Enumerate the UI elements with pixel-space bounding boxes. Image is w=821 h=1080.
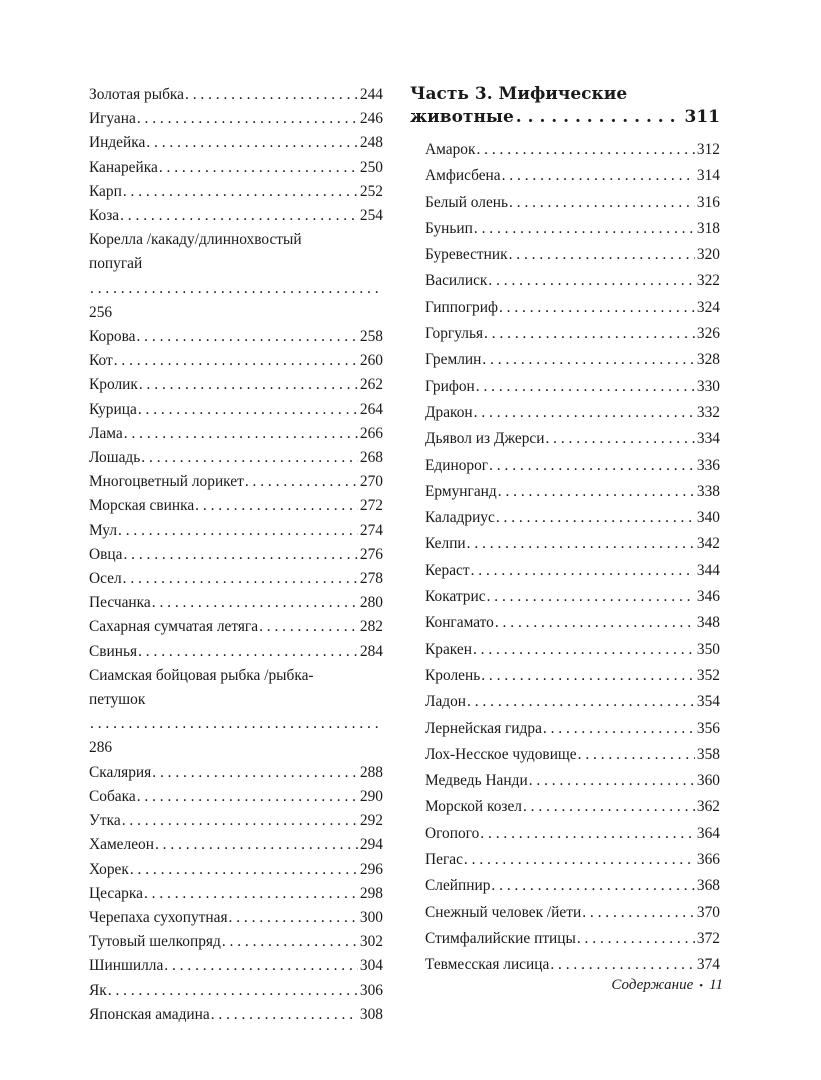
toc-entry-page: 324 xyxy=(696,298,720,316)
leader-dots xyxy=(509,242,695,268)
toc-entry-title: Карп xyxy=(89,182,122,200)
toc-entry-page: 344 xyxy=(696,561,720,579)
toc-entry xyxy=(89,567,383,591)
leader-dots xyxy=(474,216,695,242)
toc-entry-page: 320 xyxy=(696,246,720,264)
toc-entry xyxy=(89,761,383,785)
leader-dots xyxy=(118,519,358,543)
toc-entry-page: 348 xyxy=(696,614,720,632)
toc-entry-title: Кролик xyxy=(89,376,138,394)
toc-entry-page: 292 xyxy=(359,812,383,830)
toc-entry-page: 342 xyxy=(696,535,720,553)
toc-entry-title: Лошадь xyxy=(89,449,141,467)
toc-entry xyxy=(410,242,720,268)
toc-entry-page: 272 xyxy=(359,497,383,515)
toc-entry xyxy=(89,664,383,761)
toc-entry xyxy=(89,882,383,906)
toc-entry-title: Морская свинка xyxy=(89,497,195,515)
toc-entry xyxy=(89,204,383,228)
toc-entry-page: 266 xyxy=(359,424,383,442)
toc-right-entries xyxy=(410,137,720,979)
toc-entry-title: Гиппогриф xyxy=(425,298,498,316)
leader-dots xyxy=(495,610,695,636)
section-heading xyxy=(410,83,720,129)
toc-entry-title: Горгулья xyxy=(425,325,484,343)
toc-entry xyxy=(89,615,383,639)
toc-entry xyxy=(410,584,720,610)
toc-entry-title: Лернейская гидра xyxy=(425,719,542,737)
toc-entry xyxy=(89,446,383,470)
toc-entry-title: Утка xyxy=(89,812,121,830)
leader-dots xyxy=(108,979,358,1003)
leader-dots xyxy=(471,558,695,584)
toc-entry-title: Лама xyxy=(89,424,123,442)
toc-entry-page: 312 xyxy=(696,141,720,158)
leader-dots xyxy=(545,426,694,452)
toc-entry-title: Цесарка xyxy=(89,884,143,902)
toc-entry-title: Единорог xyxy=(425,456,489,474)
toc-entry xyxy=(410,216,720,242)
leader-dots xyxy=(499,295,695,321)
toc-entry-title: Песчанка xyxy=(89,594,151,612)
leader-dots xyxy=(229,906,358,930)
toc-entry-page: 262 xyxy=(359,376,383,394)
leader-dots xyxy=(90,712,381,736)
toc-entry xyxy=(410,821,720,847)
toc-entry-title: Огопого xyxy=(425,824,480,842)
leader-dots xyxy=(578,742,695,768)
toc-entry-page: 250 xyxy=(359,158,383,176)
leader-dots xyxy=(137,107,358,131)
toc-entry-title: Шиншилла xyxy=(89,957,164,975)
toc-entry xyxy=(410,794,720,820)
toc-entry xyxy=(410,873,720,899)
leader-dots xyxy=(123,180,358,204)
toc-entry-title: Многоцветный лорикет xyxy=(89,473,244,491)
toc-entry-title: Буньип xyxy=(425,219,473,237)
leader-dots xyxy=(159,156,358,180)
leader-dots xyxy=(502,163,695,189)
toc-entry xyxy=(89,373,383,397)
leader-dots xyxy=(185,83,358,107)
toc-entry xyxy=(89,591,383,615)
toc-entry-title-continued: петушок xyxy=(89,691,146,709)
toc-entry-title: Канарейка xyxy=(89,158,158,176)
toc-entry-page: 372 xyxy=(696,929,720,947)
toc-entry xyxy=(89,156,383,180)
leader-dots xyxy=(123,567,358,591)
leader-dots xyxy=(144,882,358,906)
toc-entry-page: 252 xyxy=(359,182,383,200)
leader-dots xyxy=(155,833,358,857)
toc-entry xyxy=(89,494,383,518)
toc-entry-page: 308 xyxy=(359,1005,383,1023)
toc-entry xyxy=(89,543,383,567)
toc-entry-page: 374 xyxy=(696,956,720,974)
toc-entry xyxy=(89,107,383,131)
leader-dots xyxy=(509,190,695,216)
toc-entry-title: Пегас xyxy=(425,851,463,869)
toc-entry-page: 362 xyxy=(696,798,720,816)
toc-entry xyxy=(410,479,720,505)
leader-dots xyxy=(484,321,695,347)
toc-entry xyxy=(89,833,383,857)
leader-dots xyxy=(467,531,695,557)
leader-dots xyxy=(245,470,358,494)
toc-entry xyxy=(410,637,720,663)
toc-entry-title: Як xyxy=(89,981,107,999)
toc-entry xyxy=(410,952,720,978)
toc-entry-page: 264 xyxy=(359,400,383,418)
toc-entry-page: 328 xyxy=(696,351,720,369)
toc-entry-title: Игуана xyxy=(89,110,136,128)
toc-entry xyxy=(410,558,720,584)
leader-dots xyxy=(550,952,695,978)
toc-entry xyxy=(89,180,383,204)
toc-entry-title: Снежный человек /йети xyxy=(425,903,582,921)
section-title-line2: животные xyxy=(410,107,514,127)
toc-entry-title: Корова xyxy=(89,328,136,346)
leader-dots xyxy=(130,858,358,882)
toc-entry xyxy=(410,426,720,452)
toc-entry xyxy=(89,325,383,349)
leader-dots xyxy=(476,137,694,163)
toc-entry-title: Свинья xyxy=(89,642,138,660)
toc-entry-title: Дракон xyxy=(425,403,473,421)
toc-entry xyxy=(410,347,720,373)
toc-entry-page: 304 xyxy=(359,957,383,975)
toc-entry-page: 246 xyxy=(359,110,383,128)
toc-entry xyxy=(89,979,383,1003)
toc-entry xyxy=(410,926,720,952)
toc-entry-title: Гремлин xyxy=(425,351,482,369)
toc-entry-page: 276 xyxy=(359,545,383,563)
leader-dots xyxy=(211,1003,358,1027)
toc-entry-page: 336 xyxy=(696,456,720,474)
toc-entry-title: Японская амадина xyxy=(89,1005,210,1023)
toc-entry-title: Хамелеон xyxy=(89,836,154,854)
leader-dots xyxy=(123,543,357,567)
leader-dots xyxy=(482,347,695,373)
toc-entry-title: Лох-Несское чудовище xyxy=(425,745,577,763)
toc-entry-page: 360 xyxy=(696,772,720,790)
leader-dots xyxy=(523,794,695,820)
leader-dots xyxy=(577,926,695,952)
toc-entry-title: Ермунганд xyxy=(425,482,497,500)
leader-dots xyxy=(120,204,358,228)
leader-dots xyxy=(114,349,358,373)
toc-entry xyxy=(89,1003,383,1027)
toc-entry-title: Кракен xyxy=(425,640,472,658)
leader-dots xyxy=(138,640,358,664)
toc-entry-title: Овца xyxy=(89,545,123,563)
leader-dots xyxy=(582,900,695,926)
toc-entry-title: Белый олень xyxy=(425,193,509,211)
toc-entry-title: Грифон xyxy=(425,377,475,395)
toc-entry-page: 290 xyxy=(359,787,383,805)
toc-entry-page: 370 xyxy=(696,903,720,921)
toc-entry-page: 284 xyxy=(359,642,383,660)
toc-entry-title: Амфисбена xyxy=(425,167,501,185)
leader-dots xyxy=(136,325,357,349)
leader-dots xyxy=(464,847,695,873)
toc-entry-title: Каладриус xyxy=(425,509,495,527)
toc-entry-page: 260 xyxy=(359,352,383,370)
toc-entry xyxy=(89,785,383,809)
toc-entry-title-continued: попугай xyxy=(89,255,143,273)
toc-entry-page: 282 xyxy=(359,618,383,636)
toc-entry xyxy=(410,531,720,557)
leader-dots xyxy=(122,809,358,833)
toc-entry xyxy=(410,137,720,163)
leader-dots xyxy=(139,373,358,397)
leader-dots xyxy=(146,131,358,155)
toc-entry-page: 366 xyxy=(696,851,720,869)
toc-entry-title: Индейка xyxy=(89,134,146,152)
toc-entry xyxy=(89,349,383,373)
toc-entry-page: 278 xyxy=(359,570,383,588)
toc-entry xyxy=(410,190,720,216)
toc-entry-page: 330 xyxy=(696,377,720,395)
toc-entry-page: 352 xyxy=(696,666,720,684)
toc-entry-page: 318 xyxy=(696,219,720,237)
toc-entry-title: Черепаха сухопутная xyxy=(89,908,228,926)
toc-entry-title: Ладон xyxy=(425,693,467,711)
toc-entry xyxy=(89,906,383,930)
toc-entry-page: 350 xyxy=(696,640,720,658)
leader-dots xyxy=(489,453,695,479)
toc-entry xyxy=(410,321,720,347)
toc-entry-title: Осел xyxy=(89,570,122,588)
toc-entry-title: Кокатрис xyxy=(425,588,486,606)
toc-entry-page: 274 xyxy=(359,521,383,539)
toc-entry-page: 358 xyxy=(696,745,720,763)
toc-entry xyxy=(410,453,720,479)
toc-entry xyxy=(89,131,383,155)
leader-dots xyxy=(481,663,695,689)
toc-entry-title: Слейпнир xyxy=(425,877,491,895)
toc-entry-title: Курица xyxy=(89,400,137,418)
toc-entry-page: 334 xyxy=(696,430,720,448)
toc-entry-title: Кот xyxy=(89,352,113,370)
toc-entry-title: Тевмесская лисица xyxy=(425,956,550,974)
toc-entry-page: 346 xyxy=(696,588,720,606)
toc-entry-title: Мул xyxy=(89,521,118,539)
toc-entry-page: 298 xyxy=(359,884,383,902)
toc-entry xyxy=(410,610,720,636)
leader-dots xyxy=(543,716,695,742)
page-footer xyxy=(611,977,723,994)
toc-entry-title: Коза xyxy=(89,207,120,225)
toc-entry-title: Дьявол из Джерси xyxy=(425,430,545,448)
section-page-number: 311 xyxy=(684,107,720,127)
toc-entry-title: Хорек xyxy=(89,860,129,878)
toc-entry-title: Буревестник xyxy=(425,246,508,264)
toc-entry-title: Кролень xyxy=(425,666,481,684)
toc-entry xyxy=(89,640,383,664)
toc-entry-title: Сиамская бойцовая рыбка /рыбка- xyxy=(89,666,314,684)
footer-label: Содержание xyxy=(611,977,694,993)
toc-entry xyxy=(89,470,383,494)
toc-entry-page: 254 xyxy=(359,207,383,225)
leader-dots xyxy=(491,873,694,899)
leader-dots xyxy=(480,821,695,847)
toc-entry-title: Корелла /какаду/длиннохвостый xyxy=(89,231,302,249)
toc-entry-title: Скалярия xyxy=(89,763,152,781)
leader-dots xyxy=(124,422,358,446)
toc-entry-page: 338 xyxy=(696,482,720,500)
toc-entry-title: Морской козел xyxy=(425,798,522,816)
toc-entry-page: 322 xyxy=(696,272,720,290)
leader-dots xyxy=(467,689,695,715)
leader-dots xyxy=(152,761,358,785)
toc-entry xyxy=(410,663,720,689)
toc-entry xyxy=(410,900,720,926)
section-title-line2-row xyxy=(410,106,720,129)
toc-entry-title: Собака xyxy=(89,787,136,805)
toc-entry-page: 368 xyxy=(696,877,720,895)
toc-entry xyxy=(410,742,720,768)
toc-entry-page: 356 xyxy=(696,719,720,737)
leader-dots xyxy=(476,374,695,400)
toc-entry xyxy=(89,858,383,882)
leader-dots xyxy=(90,277,381,301)
toc-entry xyxy=(89,398,383,422)
toc-entry-page: 256 xyxy=(89,303,113,321)
leader-dots xyxy=(141,446,358,470)
toc-entry-title: Амарок xyxy=(425,141,476,158)
toc-entry xyxy=(410,374,720,400)
toc-entry-page: 270 xyxy=(359,473,383,491)
footer-bullet: • xyxy=(699,979,704,992)
toc-entry-title: Медведь Нанди xyxy=(425,772,528,790)
leader-dots xyxy=(152,591,358,615)
footer-page-number: 11 xyxy=(709,977,723,993)
leader-dots xyxy=(496,505,695,531)
toc-entry-title: Келпи xyxy=(425,535,466,553)
toc-entry-title: Золотая рыбка xyxy=(89,86,184,103)
toc-entry-page: 316 xyxy=(696,193,720,211)
leader-dots xyxy=(529,768,695,794)
toc-entry-page: 296 xyxy=(359,860,383,878)
toc-entry xyxy=(410,768,720,794)
toc-entry xyxy=(89,519,383,543)
toc-entry xyxy=(89,954,383,978)
toc-entry-page: 302 xyxy=(359,933,383,951)
toc-entry-page: 300 xyxy=(359,908,383,926)
toc-entry-page: 314 xyxy=(696,167,720,185)
toc-entry-page: 294 xyxy=(359,836,383,854)
toc-left-column xyxy=(89,83,383,1027)
toc-entry xyxy=(410,689,720,715)
toc-entry-page: 364 xyxy=(696,824,720,842)
toc-entry-title: Тутовый шелкопряд xyxy=(89,933,221,951)
toc-entry-page: 268 xyxy=(359,449,383,467)
toc-entry xyxy=(410,505,720,531)
leader-dots xyxy=(488,268,695,294)
toc-entry xyxy=(410,295,720,321)
toc-entry-page: 354 xyxy=(696,693,720,711)
toc-entry xyxy=(89,422,383,446)
toc-entry xyxy=(410,163,720,189)
toc-entry xyxy=(89,83,383,107)
leader-dots xyxy=(164,954,358,978)
leader-dots xyxy=(138,398,358,422)
toc-entry xyxy=(89,809,383,833)
toc-entry-page: 332 xyxy=(696,403,720,421)
toc-entry-title: Сахарная сумчатая летяга xyxy=(89,618,259,636)
toc-entry xyxy=(410,847,720,873)
toc-entry-page: 258 xyxy=(359,328,383,346)
toc-entry-page: 286 xyxy=(89,739,113,757)
toc-entry-page: 248 xyxy=(359,134,383,152)
leader-dots xyxy=(474,400,695,426)
leader-dots xyxy=(195,494,358,518)
leader-dots xyxy=(222,930,358,954)
leader-dots xyxy=(259,615,358,639)
section-title-line1: Часть 3. Мифические xyxy=(410,84,628,104)
leader-dots xyxy=(498,479,695,505)
toc-entry xyxy=(410,716,720,742)
toc-entry-page: 326 xyxy=(696,325,720,343)
toc-entry-title: Кераст xyxy=(425,561,470,579)
leader-dots xyxy=(487,584,695,610)
leader-dots xyxy=(137,785,358,809)
toc-entry-title: Конгамато xyxy=(425,614,494,632)
toc-entry-page: 244 xyxy=(359,86,383,103)
toc-entry-page: 280 xyxy=(359,594,383,612)
toc-entry xyxy=(89,228,383,325)
toc-entry-title: Василиск xyxy=(425,272,488,290)
toc-entry xyxy=(89,930,383,954)
toc-right-column xyxy=(410,83,720,979)
toc-entry-page: 340 xyxy=(696,509,720,527)
toc-entry-page: 306 xyxy=(359,981,383,999)
toc-entry xyxy=(410,400,720,426)
toc-entry xyxy=(410,268,720,294)
toc-entry-title: Стимфалийские птицы xyxy=(425,929,576,947)
leader-dots xyxy=(516,106,677,129)
toc-entry-page: 288 xyxy=(359,763,383,781)
leader-dots xyxy=(473,637,695,663)
